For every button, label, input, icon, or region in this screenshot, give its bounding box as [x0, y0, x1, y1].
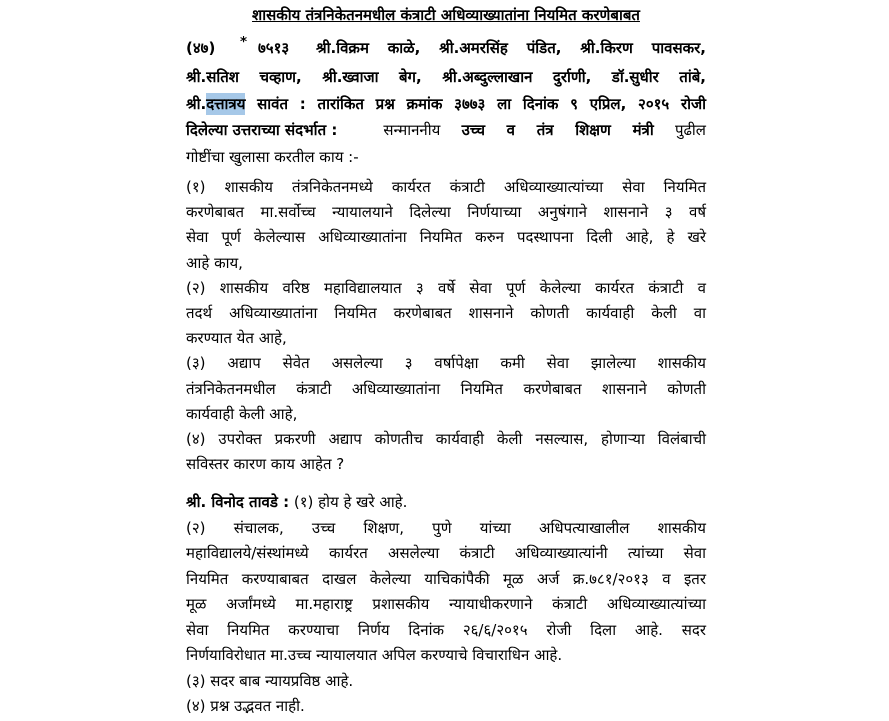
answer-part-1: (१) होय हे खरे आहे. [293, 493, 408, 511]
question-part-2-line-2: तदर्थ अधिव्याख्यातांना नियमित करणेबाबत शासनाने कोणती कार्यवाही केली वा [186, 304, 706, 323]
question-parts [186, 175, 706, 477]
answer-part-3: (३) सदर बाब न्यायप्रविष्ठ आहे. [186, 671, 354, 690]
answer-part-2-line-2: महाविद्यालये/संस्थांमध्ये कार्यरत असलेल्या कंत्राटी अधिव्याख्यात्यांनी त्यांच्या सेवा [186, 544, 706, 562]
member-names-line-3 [186, 91, 706, 118]
question-part-4-line-2: सविस्तर कारण काय आहेत ? [186, 455, 345, 474]
reference-label: दिलेल्या उत्तराच्या संदर्भात : [186, 121, 338, 139]
document-title: शासकीय तंत्रनिकेतनमधील कंत्राटी अधिव्याख्यातांना नियमित करणेबाबत [252, 6, 640, 24]
answer-line-1 [186, 490, 706, 516]
question-part-2 [186, 276, 706, 352]
answer [186, 490, 706, 720]
question-part-3-line-3: कार्यवाही केली आहे, [186, 404, 298, 423]
question-part-2-line-3: करण्यात येत आहे, [186, 329, 287, 348]
question-part-3 [186, 351, 706, 427]
question-prompt: गोष्टींचा खुलासा करतील काय :- [186, 147, 359, 166]
member-names-line-1: श्री.विक्रम काळे, श्री.अमरसिंह पंडित, श्री.किरण पावसकर, [316, 39, 706, 57]
answer-part-2-line-6: निर्णयाविरोधात मा.उच्च न्यायालयात अपिल करण्याचे विचाराधिन आहे. [186, 646, 563, 664]
minister-title: उच्च व तंत्र शिक्षण मंत्री [461, 121, 654, 139]
selected-text-highlight: दत्तात्रय [206, 94, 246, 113]
question-part-1-line-3: सेवा पूर्ण केलेल्यास अधिव्याख्यातांना नियमित करुन पदस्थापना दिली आहे, हे खरे [186, 228, 706, 247]
member-prefix: श्री. [186, 94, 207, 113]
question-header [186, 34, 706, 170]
honorific: सन्माननीय [383, 121, 441, 139]
answer-part-2-line-3: नियमित करण्याबाबत दाखल केलेल्या याचिकांपैकी मूळ अर्ज क्र.७८१/२०१३ व इतर [186, 569, 706, 588]
answering-minister: श्री. विनोद तावडे : [186, 493, 290, 511]
minister-address [383, 117, 706, 144]
answer-part-2-line-4: मूळ अर्जांमध्ये मा.महाराष्ट्र प्रशासकीय न्यायाधीकरणाने कंत्राटी अधिव्याख्यात्यांच्या [186, 595, 706, 613]
question-part-3-line-2: तंत्रनिकेतनमधील कंत्राटी अधिव्याख्यातांना नियमित करणेबाबत शासनाने कोणती [186, 379, 706, 398]
starred-question-mark: * [240, 34, 248, 50]
document-page [186, 0, 706, 721]
reference-tail: पुढील [674, 121, 706, 139]
answer-part-4: (४) प्रश्न उद्भवत नाही. [186, 697, 305, 715]
question-part-1-line-2: करणेबाबत मा.सर्वोच्च न्यायालयाने दिलेल्या निर्णयाच्या अनुषंगाने शासनाने ३ वर्ष [186, 203, 706, 222]
question-id: ७५१३ [258, 39, 290, 57]
question-part-2-line-1: (२) शासकीय वरिष्ठ महाविद्यालयात ३ वर्षे सेवा पूर्ण केलेल्या कार्यरत कंत्राटी व [186, 278, 706, 297]
answer-part-2 [186, 516, 706, 669]
question-header-line-1 [186, 34, 706, 64]
question-part-4 [186, 427, 706, 477]
member-names-line-2: श्री.सतिश चव्हाण, श्री.ख्वाजा बेग, श्री.अब्दुल्लाखान दुर्राणी, डॉ.सुधीर तांबे, [186, 68, 706, 86]
question-part-4-line-1: (४) उपरोक्त प्रकरणी अद्याप कोणतीच कार्यवाही केली नसल्यास, होणाऱ्या विलंबाची [186, 430, 706, 449]
question-part-1 [186, 175, 706, 276]
starred-question-reference: सावंत : तारांकित प्रश्न क्रमांक ३७७३ ला दिनांक ९ एप्रिल, २०१५ रोजी [257, 94, 706, 113]
question-part-1-line-4: आहे काय, [186, 253, 243, 272]
answer-part-2-line-1: (२) संचालक, उच्च शिक्षण, पुणे यांच्या अधिपत्याखालील शासकीय [186, 518, 706, 537]
answer-part-2-line-5: सेवा नियमित करण्याचा निर्णय दिनांक २६/६/२०१५ रोजी दिला आहे. सदर [186, 620, 706, 639]
question-number: (४७) [186, 39, 216, 57]
question-part-1-line-1: (१) शासकीय तंत्रनिकेतनमध्ये कार्यरत कंत्राटी अधिव्याख्यात्यांच्या सेवा नियमित [186, 178, 706, 196]
question-part-3-line-1: (३) अद्याप सेवेत असलेल्या ३ वर्षापेक्षा कमी सेवा झालेल्या शासकीय [186, 354, 706, 373]
reference-line [186, 117, 706, 144]
